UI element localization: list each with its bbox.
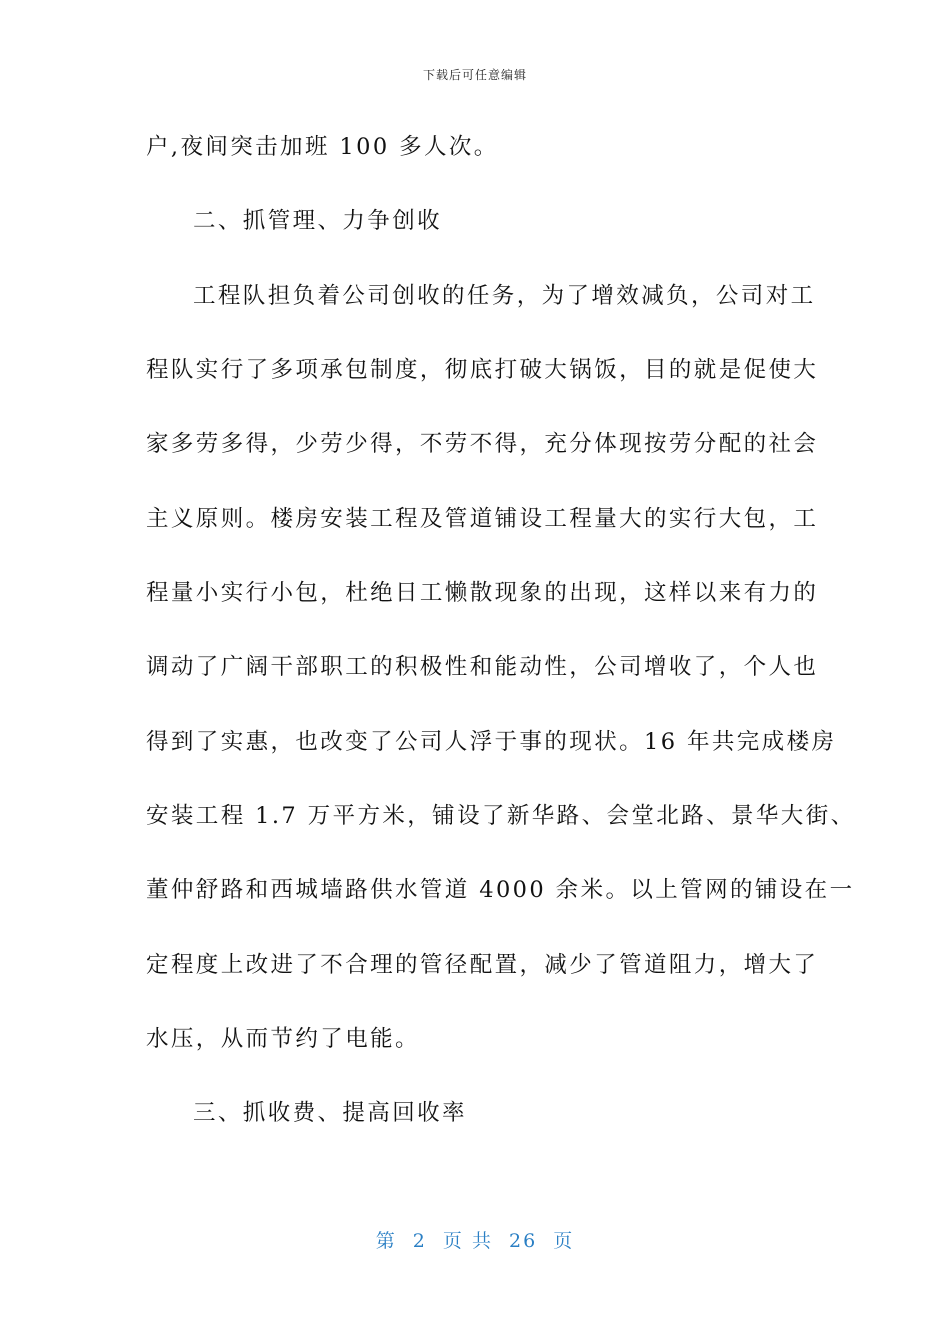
body-line: 调动了广阔干部职工的积极性和能动性，公司增收了，个人也 [146,654,819,680]
section-heading: 三、抓收费、提高回收率 [193,1100,467,1126]
body-line: 水压，从而节约了电能。 [146,1026,420,1052]
body-line: 程队实行了多项承包制度，彻底打破大锅饭，目的就是促使大 [146,357,819,383]
header-note: 下载后可任意编辑 [422,68,527,82]
body-line: 董仲舒路和西城墙路供水管道 4000 余米。以上管网的铺设在一 [146,877,855,903]
body-line: 定程度上改进了不合理的管径配置，减少了管道阻力，增大了 [146,952,819,978]
body-line: 户,夜间突击加班 100 多人次。 [146,134,499,160]
body-line: 主义原则。楼房安装工程及管道铺设工程量大的实行大包，工 [146,506,819,532]
body-line: 程量小实行小包，杜绝日工懒散现象的出现，这样以来有力的 [146,580,819,606]
page-number-footer: 第 2 页 共 26 页 [375,1230,575,1252]
body-line: 家多劳多得，少劳少得，不劳不得，充分体现按劳分配的社会 [146,431,819,457]
body-line: 安装工程 1.7 万平方米，铺设了新华路、会堂北路、景华大街、 [146,803,856,829]
section-heading: 二、抓管理、力争创收 [193,208,443,234]
body-line: 得到了实惠，也改变了公司人浮于事的现状。16 年共完成楼房 [146,729,837,755]
body-line: 工程队担负着公司创收的任务，为了增效减负，公司对工 [193,283,816,309]
